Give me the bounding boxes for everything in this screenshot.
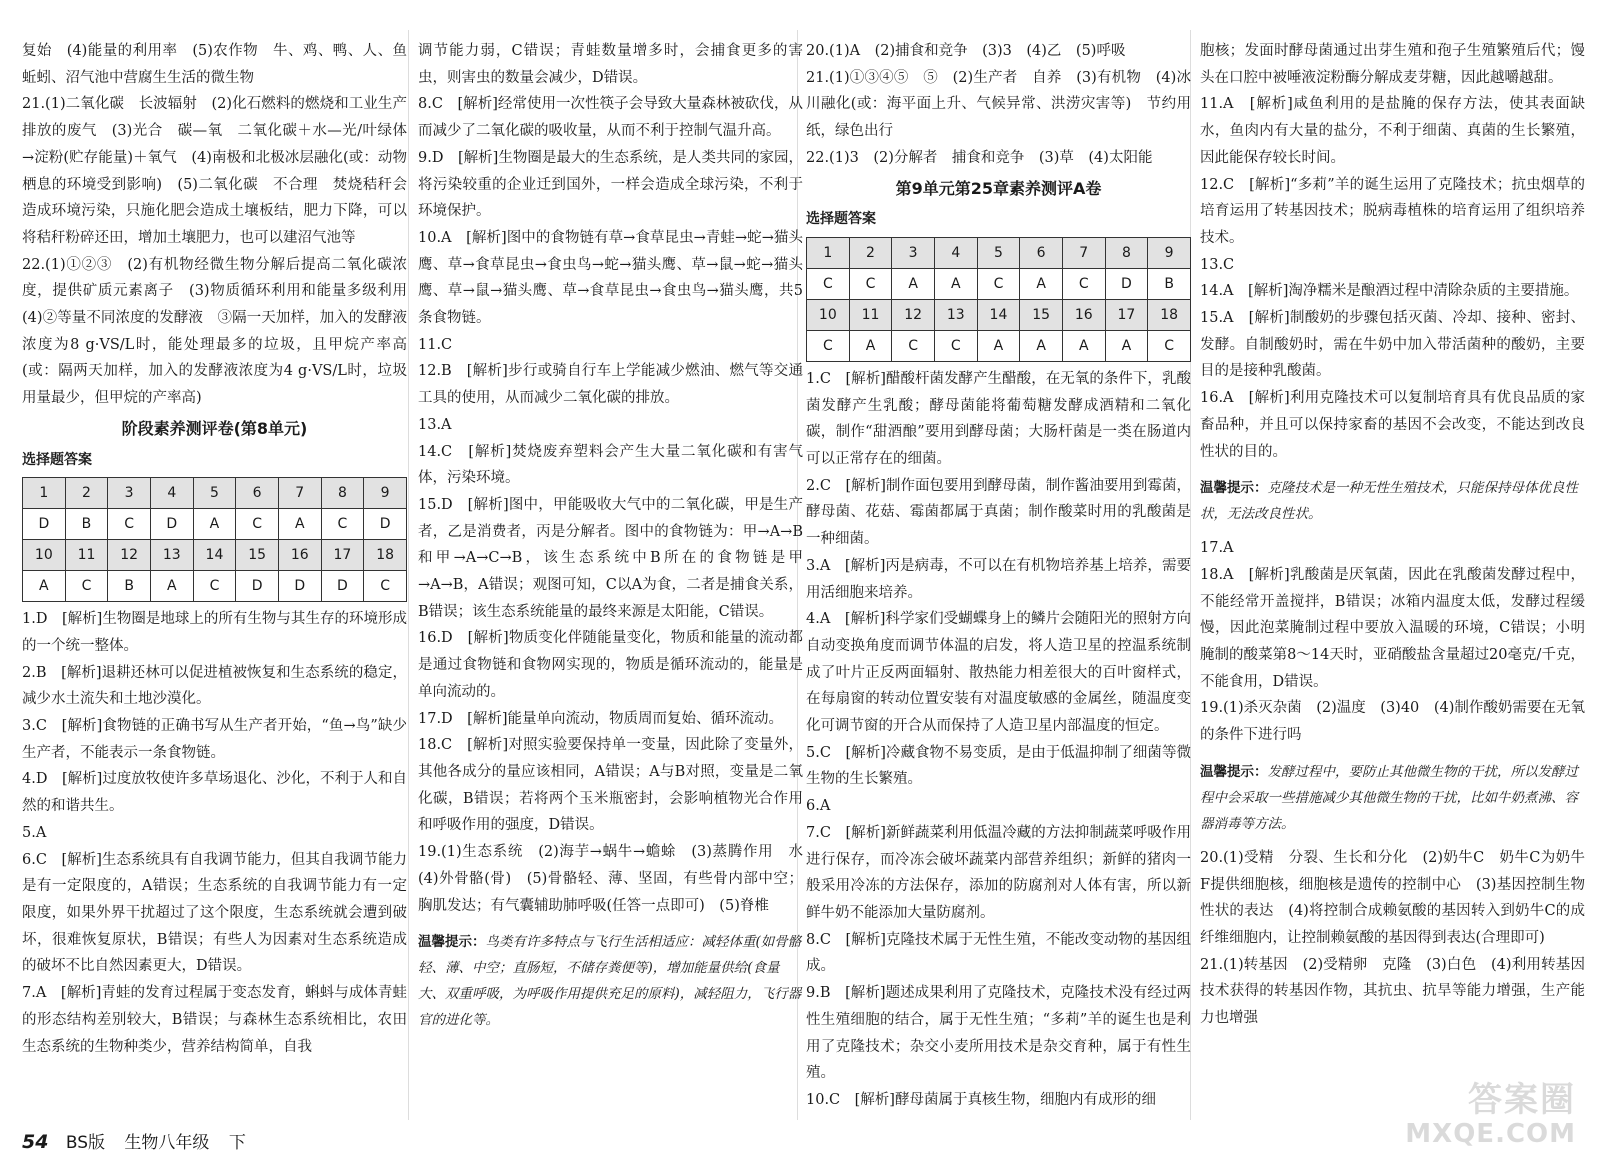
answer-cell: C <box>892 330 935 361</box>
page-footer <box>22 1128 260 1153</box>
answer-cell: A <box>1062 330 1105 361</box>
column-2 <box>418 38 803 1118</box>
column-4 <box>1200 38 1585 1118</box>
question-number-cell: 4 <box>150 478 193 509</box>
question-number-cell: 5 <box>193 478 236 509</box>
question-number-cell: 14 <box>977 299 1020 330</box>
answer-cell: D <box>321 571 364 602</box>
question-number-cell: 8 <box>1105 237 1148 268</box>
answer-paragraph: 2.B [解析]退耕还林可以促进植被恢复和生态系统的稳定，减少水土流失和土地沙漠化。 <box>22 664 407 708</box>
answer-paragraph: 15.D [解析]图中，甲能吸收大气中的二氧化碳，甲是生产者，乙是消费者，丙是分解者。图中的食物链为：甲→A→B和甲→A→C→B，该生态系统中B所在的食物链是甲→A→B，A错误；观图可知，C以A为食，二者是捕食关系，B错误；该生态系统能量的最终来源是太阳能，C错误。 <box>418 496 803 620</box>
answer-paragraph: 1.C [解析]醋酸杆菌发酵产生醋酸，在无氧的条件下，乳酸菌发酵产生乳酸；酵母菌能将葡萄糖发酵成酒精和二氧化碳，制作“甜酒酿”要用到酵母菌；大肠杆菌是一类在肠道内可以正常存在的细菌。 <box>806 370 1191 468</box>
volume-label: 下 <box>228 1133 246 1153</box>
column-divider <box>408 30 409 1120</box>
answer-cell: B <box>108 571 151 602</box>
question-number-cell: 1 <box>807 237 850 268</box>
answer-cell: B <box>1148 268 1191 299</box>
answer-row <box>23 571 407 602</box>
question-number-cell: 11 <box>849 299 892 330</box>
answer-paragraph: 6.C [解析]生态系统具有自我调节能力，但其自我调节能力是有一定限度的，A错误；生态系统的自我调节能力有一定限度，如果外界干扰超过了这个限度，生态系统就会遭到破坏，很难恢复原状，B错误；有些人为因素对生态系统造成的破坏不比自然因素更大，D错误。 <box>22 851 407 975</box>
answer-cell: A <box>278 509 321 540</box>
answer-paragraph: 21.(1)转基因 (2)受精卵 克隆 (3)白色 (4)利用转基因技术获得的转基因作物，其抗虫、抗旱等能力增强，生产能力也增强 <box>1200 956 1585 1027</box>
answer-cell: C <box>977 268 1020 299</box>
answer-cell: D <box>150 509 193 540</box>
question-number-cell: 11 <box>65 540 108 571</box>
question-number-cell: 6 <box>236 478 279 509</box>
answer-cell: D <box>1105 268 1148 299</box>
answer-paragraph: 3.C [解析]食物链的正确书写从生产者开始，“鱼→鸟”缺少生产者，不能表示一条食物链。 <box>22 718 407 761</box>
answer-paragraph: 7.C [解析]新鲜蔬菜利用低温冷藏的方法抑制蔬菜呼吸作用进行保存，而冷冻会破坏蔬菜内部营养组织；新鲜的猪肉一般采用冷冻的方法保存，添加的防腐剂对人体有害，所以新鲜牛奶不能添加大量防腐剂。 <box>806 824 1191 921</box>
question-number-cell: 9 <box>1148 237 1191 268</box>
question-number-cell: 18 <box>364 540 407 571</box>
tip-label: 温馨提示： <box>1200 763 1268 780</box>
answer-paragraph: 15.A [解析]制酸奶的步骤包括灭菌、冷却、接种、密封、发酵。自制酸奶时，需在牛奶中加入带活菌种的酸奶，主要目的是接种乳酸菌。 <box>1200 310 1585 380</box>
answer-cell: C <box>321 509 364 540</box>
question-number-cell: 13 <box>934 299 977 330</box>
answer-cell: D <box>23 509 66 540</box>
answer-cell: A <box>193 509 236 540</box>
answer-paragraph: 17.D [解析]能量单向流动，物质周而复始、循环流动。 <box>418 710 783 727</box>
tip-box <box>1200 759 1585 837</box>
answer-paragraph: 13.C <box>1200 256 1235 273</box>
tip-box <box>418 929 803 1033</box>
answer-paragraph: 9.D [解析]生物圈是最大的生态系统，是人类共同的家园，将污染较重的企业迁到国外，一样会造成全球污染，不利于环境保护。 <box>418 149 803 220</box>
answer-table <box>22 477 407 602</box>
answer-paragraph: 18.C [解析]对照实验要保持单一变量，因此除了变量外，其他各成分的量应该相同，A错误；A与B对照，变量是二氧化碳，B错误；若将两个玉米瓶密封，会影响植物光合作用和呼吸作用的强度，D错误。 <box>418 737 803 834</box>
watermark-url: MXQE.COM <box>1405 1119 1576 1149</box>
answer-paragraph: 胞核；发面时酵母菌通过出芽生殖和孢子生殖繁殖后代；馒头在口腔中被唾液淀粉酶分解成麦芽糖，因此越嚼越甜。 <box>1200 43 1585 86</box>
answer-paragraph: 4.D [解析]过度放牧使许多草场退化、沙化，不利于人和自然的和谐共生。 <box>22 771 407 815</box>
answer-paragraph: 20.(1)A (2)捕食和竞争 (3)3 (4)乙 (5)呼吸 <box>806 43 1126 59</box>
answer-cell: D <box>278 571 321 602</box>
question-number-cell: 17 <box>321 540 364 571</box>
answer-cell: C <box>934 330 977 361</box>
answer-paragraph: 5.A <box>22 824 47 841</box>
answer-paragraph: 21.(1)①③④⑤ ⑤ (2)生产者 自养 (3)有机物 (4)冰川融化(或：海平面上升、气候异常、洪涝灾害等) 节约用纸，绿色出行 <box>806 69 1191 140</box>
watermark-text: 答案圈 <box>1468 1080 1576 1120</box>
edition-label: BS版 <box>65 1133 106 1153</box>
section-subheading: 选择题答案 <box>22 451 92 468</box>
question-number-cell: 14 <box>193 540 236 571</box>
question-number-cell: 12 <box>108 540 151 571</box>
answer-paragraph: 14.A [解析]淘净糯米是酿酒过程中清除杂质的主要措施。 <box>1200 283 1579 300</box>
answer-paragraph: 7.A [解析]青蛙的发育过程属于变态发育，蝌蚪与成体青蛙的形态结构差别较大，B错误；与森林生态系统相比，农田生态系统的生物种类少，营养结构简单，自我 <box>22 985 407 1055</box>
answer-paragraph: 8.C [解析]经常使用一次性筷子会导致大量森林被砍伐，从而减少了二氧化碳的吸收量，从而不利于控制气温升高。 <box>418 96 803 140</box>
question-number-cell: 2 <box>849 237 892 268</box>
tip-text: 鸟类有许多特点与飞行生活相适应：减轻体重(如骨骼轻、薄、中空；直肠短，不储存粪便等)，增加能量供给(食量大、双重呼吸，为呼吸作用提供充足的原料)，减轻阻力，飞行器官的进化等。 <box>418 934 802 1029</box>
answer-cell: C <box>236 509 279 540</box>
answer-cell: A <box>934 268 977 299</box>
question-number-cell: 1 <box>23 478 66 509</box>
answer-paragraph: 12.B [解析]步行或骑自行车上学能减少燃油、燃气等交通工具的使用，从而减少二氧化碳的排放。 <box>418 363 803 407</box>
answer-paragraph: 1.D [解析]生物圈是地球上的所有生物与其生存的环境形成的一个统一整体。 <box>22 611 407 654</box>
answer-paragraph: 12.C [解析]“多莉”羊的诞生运用了克隆技术；抗虫烟草的培育运用了转基因技术；脱病毒植株的培育运用了组织培养技术。 <box>1200 176 1585 246</box>
answer-row <box>807 330 1191 361</box>
answer-cell: C <box>1148 330 1191 361</box>
answer-cell: C <box>807 268 850 299</box>
answer-cell: A <box>977 330 1020 361</box>
tip-text: 克隆技术是一种无性生殖技术，只能保持母体优良性状，无法改良性状。 <box>1200 480 1578 523</box>
answer-paragraph: 调节能力弱，C错误；青蛙数量增多时，会捕食更多的害虫，则害虫的数量会减少，D错误。 <box>418 43 803 86</box>
answer-paragraph: 18.A [解析]乳酸菌是厌氧菌，因此在乳酸菌发酵过程中，不能经常开盖搅拌，B错误；冰箱内温度太低，发酵过程缓慢，因此泡菜腌制过程中要放入温暖的环境，C错误；小明腌制的酸菜第8～14天时，亚硝酸盐含量超过20毫克/千克，不能食用，D错误。 <box>1200 566 1585 690</box>
question-number-cell: 10 <box>807 299 850 330</box>
answer-paragraph: 2.C [解析]制作面包要用到酵母菌，制作酱油要用到霉菌，酵母菌、花菇、霉菌都属于真菌；制作酸菜时用的乳酸菌是一种细菌。 <box>806 477 1191 548</box>
question-number-row <box>807 299 1191 330</box>
answer-paragraph: 10.C [解析]酵母菌属于真核生物，细胞内有成形的细 <box>806 1091 1156 1108</box>
section-subheading: 选择题答案 <box>806 211 876 228</box>
answer-paragraph: 14.C [解析]焚烧废弃塑料会产生大量二氧化碳和有害气体，污染环境。 <box>418 443 803 487</box>
answer-cell: A <box>23 571 66 602</box>
tip-label: 温馨提示： <box>418 934 486 951</box>
answer-paragraph: 22.(1)3 (2)分解者 捕食和竞争 (3)草 (4)太阳能 <box>806 149 1153 166</box>
answer-paragraph: 10.A [解析]图中的食物链有草→食草昆虫→青蛙→蛇→猫头鹰、草→食草昆虫→食虫鸟→蛇→猫头鹰、草→鼠→蛇→猫头鹰、草→鼠→猫头鹰、草→食草昆虫→食虫鸟→猫头鹰，共5条食物链。 <box>418 229 803 327</box>
answer-cell: D <box>236 571 279 602</box>
answer-table <box>806 237 1191 362</box>
answer-paragraph: 3.A [解析]丙是病毒，不可以在有机物培养基上培养，需要用活细胞来培养。 <box>806 557 1191 601</box>
tip-box <box>1200 475 1585 527</box>
answer-paragraph: 21.(1)二氧化碳 长波辐射 (2)化石燃料的燃烧和工业生产排放的废气 (3)光合 碳—氧 二氧化碳＋水—光/叶绿体→淀粉(贮存能量)＋氧气 (4)南极和北极冰层融化(或：动物栖息的环境受到影响) (5)二氧化碳 不合理 焚烧秸秆会造成环境污染，只施化肥会造成土壤板结，肥力下降，可以将秸秆粉碎还田，增加土壤肥力，也可以建沼气池等 <box>22 96 407 246</box>
answer-paragraph: 复始 (4)能量的利用率 (5)农作物 牛、鸡、鸭、人、鱼 蚯蚓、沼气池中营腐生生活的微生物 <box>22 43 407 86</box>
answer-cell: C <box>807 330 850 361</box>
answer-row <box>23 509 407 540</box>
answer-cell: C <box>193 571 236 602</box>
answer-paragraph: 20.(1)受精 分裂、生长和分化 (2)奶牛C 奶牛C为奶牛F提供细胞核，细胞核是遗传的控制中心 (3)基因控制生物性状的表达 (4)将控制合成赖氨酸的基因转入到奶牛C的成纤维细胞内，让控制赖氨酸的基因得到表达(合理即可) <box>1200 849 1585 946</box>
question-number-cell: 4 <box>934 237 977 268</box>
answer-cell: A <box>150 571 193 602</box>
section-heading: 第9单元第25章素养测评A卷 <box>895 178 1102 198</box>
question-number-cell: 3 <box>108 478 151 509</box>
question-number-cell: 16 <box>278 540 321 571</box>
column-1 <box>22 38 407 1118</box>
question-number-cell: 7 <box>278 478 321 509</box>
question-number-cell: 12 <box>892 299 935 330</box>
answer-paragraph: 9.B [解析]题述成果利用了克隆技术，克隆技术没有经过两性生殖细胞的结合，属于无性生殖；“多莉”羊的诞生也是利用了克隆技术；杂交小麦所用技术是杂交育种，属于有性生殖。 <box>806 985 1191 1082</box>
question-number-cell: 17 <box>1105 299 1148 330</box>
question-number-cell: 9 <box>364 478 407 509</box>
answer-paragraph: 11.A [解析]咸鱼利用的是盐腌的保存方法，使其表面缺水，鱼肉内有大量的盐分，不利于细菌、真菌的生长繁殖，因此能保存较长时间。 <box>1200 96 1585 166</box>
answer-paragraph: 19.(1)生态系统 (2)海芋→蜗牛→蟾蜍 (3)蒸腾作用 水 (4)外骨骼(骨) (5)骨骼轻、薄、坚固，有些骨内部中空；胸肌发达；有气囊辅助肺呼吸(任答一点即可) (5)脊椎 <box>418 844 803 914</box>
question-number-cell: 7 <box>1062 237 1105 268</box>
answer-paragraph: 5.C [解析]冷藏食物不易变质，是由于低温抑制了细菌等微生物的生长繁殖。 <box>806 744 1191 788</box>
question-number-row <box>23 540 407 571</box>
answer-cell: C <box>65 571 108 602</box>
answer-row <box>807 268 1191 299</box>
section-heading: 阶段素养测评卷(第8单元) <box>121 418 308 438</box>
answer-paragraph: 4.A [解析]科学家们受蝴蝶身上的鳞片会随阳光的照射方向自动变换角度而调节体温的启发，将人造卫星的控温系统制成了叶片正反两面辐射、散热能力相差很大的百叶窗样式，在每扇窗的转动位置安装有对温度敏感的金属丝，随温度变化可调节窗的开合从而保持了人造卫星内部温度的恒定。 <box>806 611 1191 735</box>
answer-cell: A <box>849 330 892 361</box>
question-number-cell: 15 <box>1020 299 1063 330</box>
question-number-cell: 3 <box>892 237 935 268</box>
answer-paragraph: 19.(1)杀灭杂菌 (2)温度 (3)40 (4)制作酸奶需要在无氧的条件下进行吗 <box>1200 700 1585 744</box>
answer-cell: C <box>364 571 407 602</box>
question-number-row <box>23 478 407 509</box>
question-number-cell: 5 <box>977 237 1020 268</box>
answer-paragraph: 8.C [解析]克隆技术属于无性生殖，不能改变动物的基因组成。 <box>806 931 1191 975</box>
watermark <box>1276 1080 1576 1150</box>
question-number-cell: 2 <box>65 478 108 509</box>
answer-cell: A <box>892 268 935 299</box>
answer-cell: A <box>1105 330 1148 361</box>
question-number-cell: 8 <box>321 478 364 509</box>
answer-paragraph: 11.C <box>418 336 453 353</box>
answer-paragraph: 17.A <box>1200 540 1234 557</box>
answer-cell: C <box>849 268 892 299</box>
subject-label: 生物八年级 <box>124 1133 210 1153</box>
answer-paragraph: 16.D [解析]物质变化伴随能量变化，物质和能量的流动都是通过食物链和食物网实现的，物质是循环流动的，能量是单向流动的。 <box>418 630 803 700</box>
question-number-cell: 15 <box>236 540 279 571</box>
question-number-cell: 13 <box>150 540 193 571</box>
page-number: 54 <box>22 1131 49 1153</box>
tip-label: 温馨提示： <box>1200 480 1268 497</box>
answer-cell: A <box>1020 268 1063 299</box>
answer-paragraph: 16.A [解析]利用克隆技术可以复制培育具有优良品质的家畜品种，并且可以保持家畜的基因不会改变，不能达到改良性状的目的。 <box>1200 390 1585 460</box>
question-number-cell: 10 <box>23 540 66 571</box>
question-number-row <box>807 237 1191 268</box>
answer-paragraph: 6.A <box>806 798 831 815</box>
question-number-cell: 18 <box>1148 299 1191 330</box>
answer-cell: C <box>108 509 151 540</box>
answer-paragraph: 13.A <box>418 416 452 433</box>
column-3 <box>806 38 1191 1118</box>
tip-text: 发酵过程中，要防止其他微生物的干扰，所以发酵过程中会采取一些措施减少其他微生物的干扰，比如牛奶煮沸、容器消毒等方法。 <box>1200 763 1578 832</box>
answer-cell: A <box>1020 330 1063 361</box>
answer-cell: D <box>364 509 407 540</box>
answer-paragraph: 22.(1)①②③ (2)有机物经微生物分解后提高二氧化碳浓度，提供矿质元素离子 (3)物质循环利用和能量多级利用 (4)②等量不同浓度的发酵液 ③隔一天加样，加入的发酵液浓度为8 g·VS/L时，能处理最多的垃圾，且甲烷产率高(或：隔两天加样，加入的发酵液浓度为4 g·VS/L时，垃圾用量最少，但甲烷的产率高) <box>22 256 407 407</box>
question-number-cell: 6 <box>1020 237 1063 268</box>
question-number-cell: 16 <box>1062 299 1105 330</box>
answer-cell: C <box>1062 268 1105 299</box>
answer-cell: B <box>65 509 108 540</box>
